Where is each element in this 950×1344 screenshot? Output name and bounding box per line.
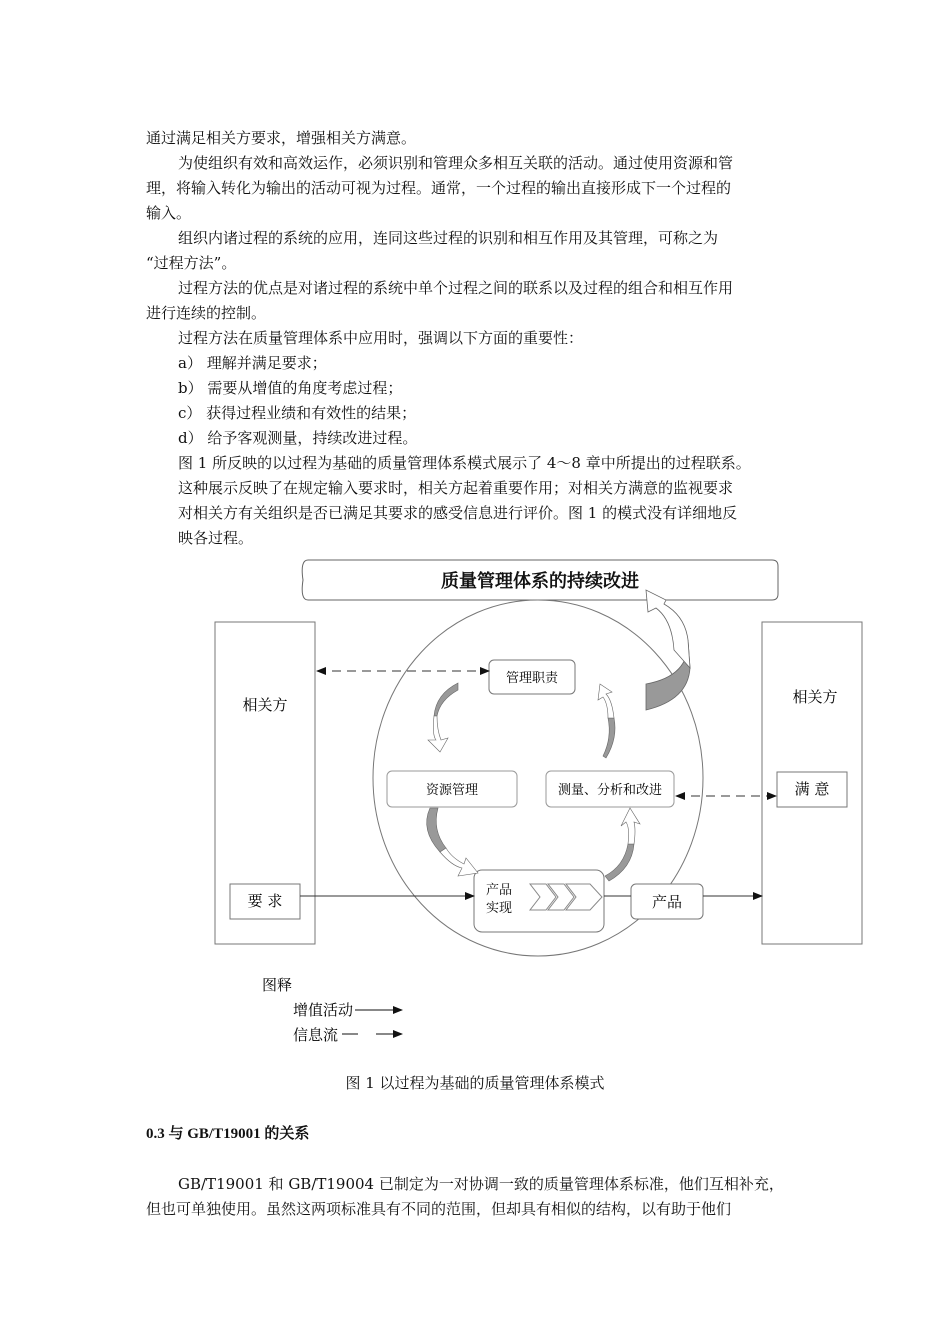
product-realization-label-2: 实现 [486, 901, 513, 916]
measurement-label: 测量、分析和改进 [557, 783, 663, 798]
legend-title: 图释 [262, 976, 293, 994]
right-stakeholder-label: 相关方 [792, 688, 838, 706]
paragraph-line: 图 1 所反映的以过程为基础的质量管理体系模式展示了 4～8 章中所提出的过程联系。 [178, 454, 751, 472]
paragraph-line: 过程方法在质量管理体系中应用时，强调以下方面的重要性： [178, 329, 584, 347]
product-realization-label-1: 产品 [486, 883, 513, 898]
section-heading: 0.3 与 GB/T19001 的关系 [146, 1126, 310, 1142]
legend-value-activity-label: 增值活动 [293, 1001, 354, 1019]
list-item: b） 需要从增值的角度考虑过程； [178, 379, 403, 397]
paragraph-line: 理，将输入转化为输出的活动可视为过程。通常，一个过程的输出直接形成下一个过程的 [146, 179, 732, 197]
paragraph-line: GB/T19001 和 GB/T19004 已制定为一对协调一致的质量管理体系标准，他们互相补充， [178, 1175, 784, 1193]
paragraph-line: 输入。 [146, 204, 192, 222]
paragraph-line: “过程方法”。 [146, 254, 237, 272]
continuous-improvement-banner [302, 560, 778, 600]
paragraph-line: 进行连续的控制。 [146, 304, 267, 322]
value-chevron-icon [530, 884, 602, 910]
product-label: 产品 [651, 893, 683, 911]
figure-caption: 图 1 以过程为基础的质量管理体系模式 [345, 1074, 605, 1092]
requirements-label: 要 求 [247, 892, 283, 910]
resources-label: 资源管理 [425, 783, 479, 798]
paragraph-line: 过程方法的优点是对诸过程的系统中单个过程之间的联系以及过程的组合和相互作用 [178, 279, 734, 297]
list-item: d） 给予客观测量，持续改进过程。 [178, 429, 418, 447]
paragraph-line: 但也可单独使用。虽然这两项标准具有不同的范围，但却具有相似的结构，以有助于他们 [146, 1200, 732, 1218]
paragraph-line: 组织内诸过程的系统的应用，连同这些过程的识别和相互作用及其管理，可称之为 [178, 229, 719, 247]
banner-title: 质量管理体系的持续改进 [441, 571, 639, 592]
management-label: 管理职责 [505, 671, 559, 686]
paragraph-line: 通过满足相关方要求，增强相关方满意。 [146, 129, 417, 147]
paragraph-line: 对相关方有关组织是否已满足其要求的感受信息进行评价。图 1 的模式没有详细地反 [178, 504, 738, 522]
list-item: c） 获得过程业绩和有效性的结果； [178, 404, 417, 422]
paragraph-line: 映各过程。 [178, 529, 254, 547]
list-item: a） 理解并满足要求； [178, 354, 327, 372]
satisfaction-label: 满 意 [794, 780, 830, 798]
legend-info-flow-label: 信息流 [293, 1026, 339, 1044]
left-stakeholder-label: 相关方 [242, 696, 288, 714]
paragraph-line: 为使组织有效和高效运作，必须识别和管理众多相互关联的活动。通过使用资源和管 [178, 154, 734, 172]
paragraph-line: 这种展示反映了在规定输入要求时，相关方起着重要作用；对相关方满意的监视要求 [178, 479, 734, 497]
